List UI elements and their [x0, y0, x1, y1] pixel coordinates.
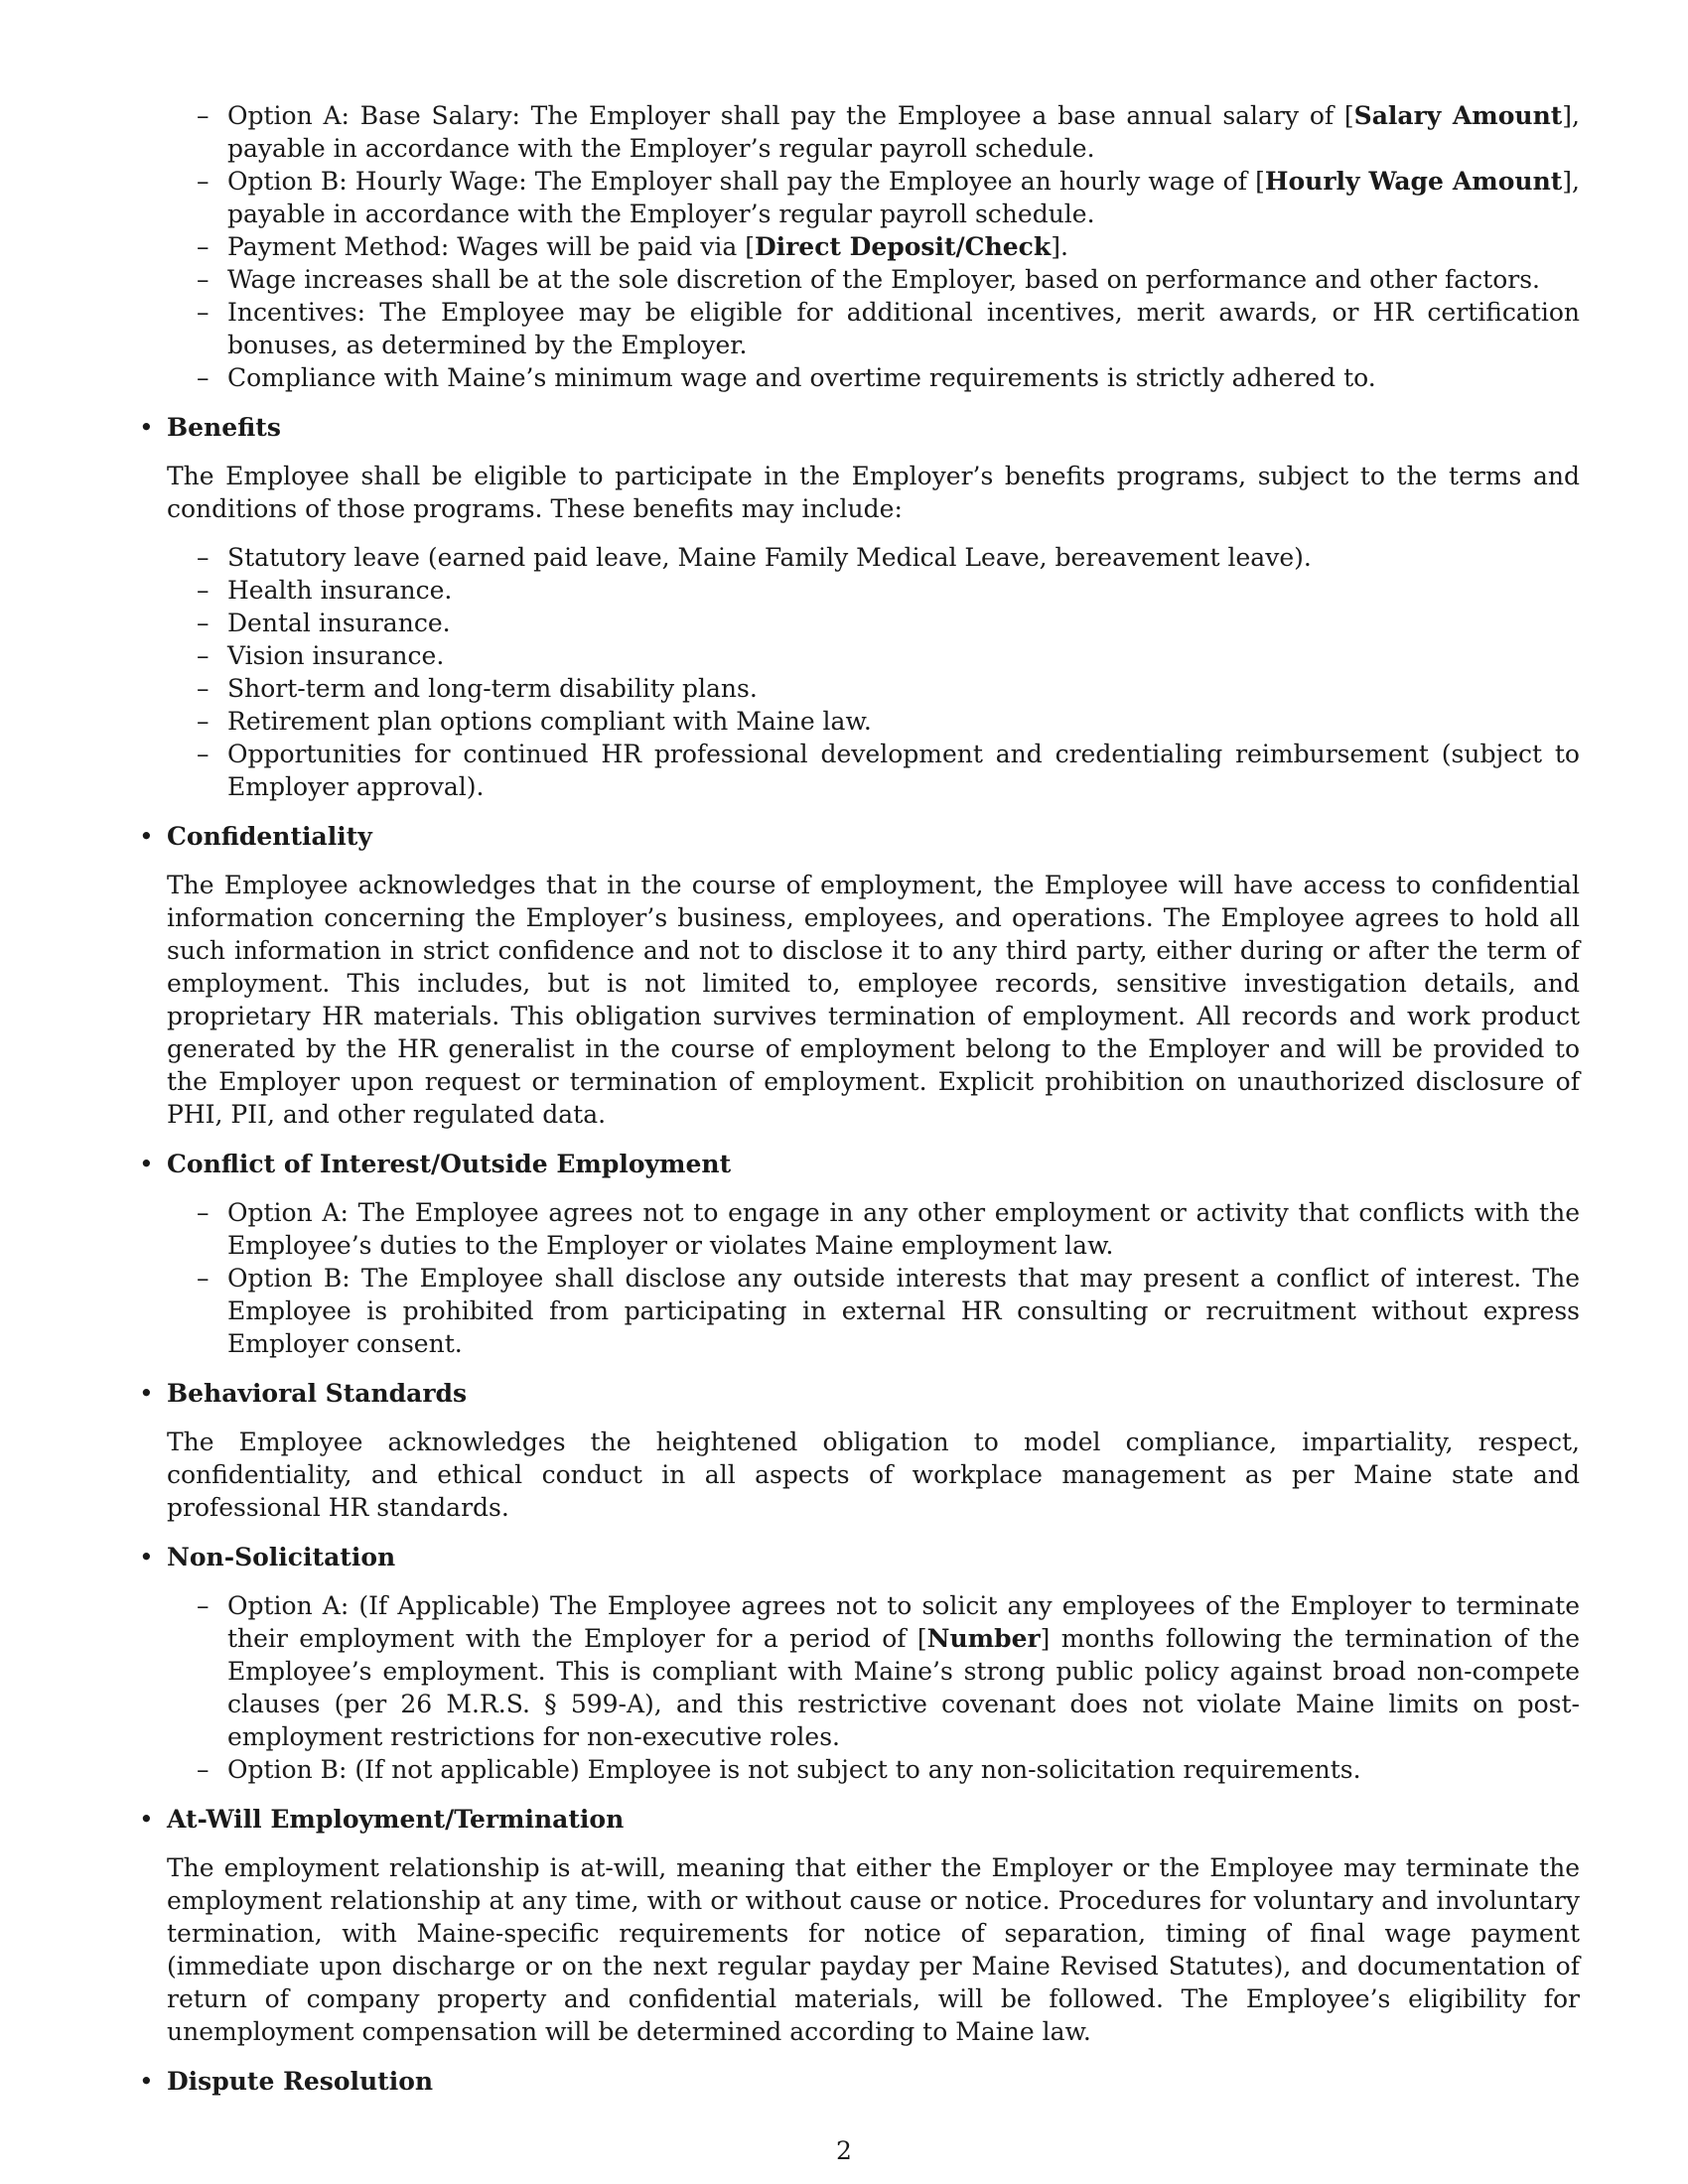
list-item: – Statutory leave (earned paid leave, Maine Family Medical Leave, bereavement leave). [167, 541, 1580, 574]
section-conflict-of-interest [167, 1148, 1580, 1360]
document-page [167, 99, 1580, 2114]
list-item: – Health insurance. [167, 574, 1580, 607]
section-at-will-employment [167, 1803, 1580, 2048]
list-item: – Compliance with Maine’s minimum wage and overtime requirements is strictly adhered to. [167, 361, 1580, 394]
section-body: The Employee acknowledges that in the course of employment, the Employee will have access to confidential information concerning the Employer’s business, employees, and operations. The Employee agrees to hold all such information in strict confidence and not to disclose it to any third party, either during or after the term of employment. This includes, but is not limited to, employee records, sensitive investigation details, and proprietary HR materials. This obligation survives termination of employment. All records and work product generated by the HR generalist in the course of employment belong to the Employer and will be provided to the Employer upon request or termination of employment. Explicit prohibition on unauthorized disclosure of PHI, PII, and other regulated data. [167, 871, 1580, 1129]
benefits-list [167, 541, 1580, 803]
list-item: – Payment Method: Wages will be paid via [Direct Deposit/Check]. [167, 230, 1580, 263]
page-number: 2 [836, 2136, 852, 2165]
section-heading: • Benefits [167, 411, 1580, 444]
compensation-options-list [167, 99, 1580, 394]
list-item: – Dental insurance. [167, 607, 1580, 639]
list-item: – Option A: (If Applicable) The Employee agrees not to solicit any employees of the Employer to terminate their employment with the Employer for a period of [Number] months following the termination of the Employee’s employment. This is compliant with Maine’s strong public policy against broad non-compete clauses (per 26 M.R.S. § 599-A), and this restrictive covenant does not violate Maine limits on post-employment restrictions for non-executive roles. [167, 1589, 1580, 1753]
list-item: – Wage increases shall be at the sole discretion of the Employer, based on performance and other factors. [167, 263, 1580, 296]
section-heading: • Conflict of Interest/Outside Employment [167, 1148, 1580, 1180]
list-item: – Option B: Hourly Wage: The Employer shall pay the Employee an hourly wage of [Hourly Wage Amount], payable in accordance with the Employer’s regular payroll schedule. [167, 165, 1580, 230]
list-item: – Opportunities for continued HR professional development and credentialing reimbursement (subject to Employer approval). [167, 738, 1580, 803]
list-item: – Option A: The Employee agrees not to engage in any other employment or activity that conflicts with the Employee’s duties to the Employer or violates Maine employment law. [167, 1196, 1580, 1262]
section-body: The Employee shall be eligible to participate in the Employer’s benefits programs, subject to the terms and conditions of those programs. These benefits may include: [167, 462, 1580, 523]
section-dispute-resolution [167, 2065, 1580, 2098]
section-body: The employment relationship is at-will, meaning that either the Employer or the Employee may terminate the employment relationship at any time, with or without cause or notice. Procedures for voluntary and involuntary termination, with Maine-specific requirements for notice of separation, timing of final wage payment (immediate upon discharge or on the next regular payday per Maine Revised Statutes), and documentation of return of company property and confidential materials, will be followed. The Employee’s eligibility for unemployment compensation will be determined according to Maine law. [167, 1853, 1580, 2046]
section-heading: • Behavioral Standards [167, 1377, 1580, 1410]
list-item: – Retirement plan options compliant with Maine law. [167, 705, 1580, 738]
list-item: – Short-term and long-term disability plans. [167, 672, 1580, 705]
non-solicitation-options-list [167, 1589, 1580, 1786]
section-body: The Employee acknowledges the heightened obligation to model compliance, impartiality, respect, confidentiality, and ethical conduct in all aspects of workplace management as per Maine state and professional HR standards. [167, 1428, 1580, 1522]
section-confidentiality [167, 820, 1580, 1131]
list-item: – Vision insurance. [167, 639, 1580, 672]
list-item: – Option A: Base Salary: The Employer shall pay the Employee a base annual salary of [Salary Amount], payable in accordance with the Employer’s regular payroll schedule. [167, 99, 1580, 165]
conflict-options-list [167, 1196, 1580, 1360]
section-non-solicitation [167, 1541, 1580, 1786]
list-item: – Option B: The Employee shall disclose any outside interests that may present a conflict of interest. The Employee is prohibited from participating in external HR consulting or recruitment without express Employer consent. [167, 1262, 1580, 1360]
list-item: – Option B: (If not applicable) Employee is not subject to any non-solicitation requirements. [167, 1753, 1580, 1786]
section-behavioral-standards [167, 1377, 1580, 1524]
section-heading: • At-Will Employment/Termination [167, 1803, 1580, 1836]
section-heading: • Confidentiality [167, 820, 1580, 853]
list-item: – Incentives: The Employee may be eligible for additional incentives, merit awards, or HR certification bonuses, as determined by the Employer. [167, 296, 1580, 361]
section-benefits [167, 411, 1580, 803]
section-heading: • Non-Solicitation [167, 1541, 1580, 1573]
section-heading: • Dispute Resolution [167, 2065, 1580, 2098]
